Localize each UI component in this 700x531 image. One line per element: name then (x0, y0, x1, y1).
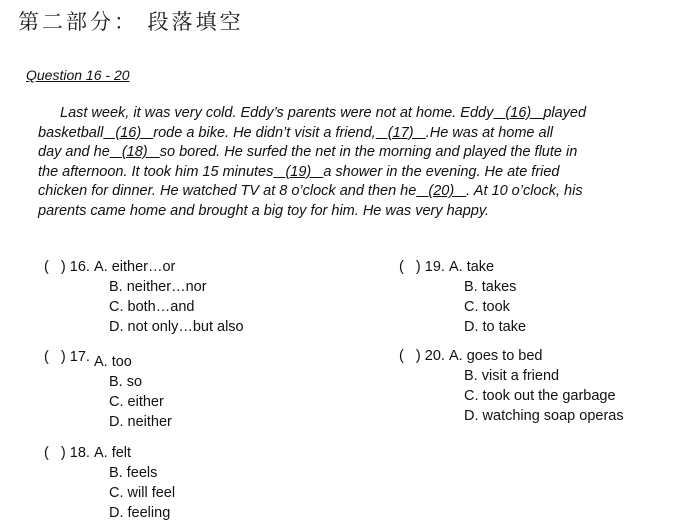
option-20-c: C. took out the garbage (464, 388, 616, 404)
question-16 (44, 257, 244, 337)
passage-line-2: basketball (16) rode a bike. He didn’t visit a friend, (17) .He was at home all (38, 124, 554, 141)
option-17-c: C. either (109, 394, 164, 410)
section-heading: 第二部分： 段落填空 (18, 10, 244, 34)
question-17-stem: ( ) 17. (44, 349, 94, 365)
passage-line-1: Last week, it was very cold. Eddy’s parents were not at home. Eddy (16) played (60, 105, 587, 121)
option-20-b: B. visit a friend (464, 368, 560, 384)
option-18-a: A. felt (93, 445, 132, 461)
blank-20: (20) (416, 183, 467, 200)
passage-line-6: parents came home and brought a big toy for him. He was very happy. (38, 202, 490, 219)
blank-19: (19) (273, 163, 324, 180)
question-17 (44, 347, 172, 430)
option-17-b: B. so (109, 374, 143, 390)
question-20-stem: ( ) 20. (399, 348, 449, 364)
option-18-c: C. will feel (109, 485, 176, 501)
option-16-a: A. either…or (93, 259, 176, 275)
question-19 (399, 257, 526, 337)
option-20-d: D. watching soap operas (464, 408, 624, 424)
option-19-d: D. to take (464, 319, 527, 335)
question-range-label: Question 16 - 20 (26, 67, 130, 83)
question-18-stem: ( ) 18. (44, 445, 94, 461)
option-18-b: B. feels (109, 465, 158, 481)
passage-line-3: day and he (18) so bored. He surfed the net in the morning and played the flute in (38, 144, 578, 161)
option-16-c: C. both…and (109, 299, 195, 315)
option-17-a: A. too (93, 354, 132, 370)
question-19-stem: ( ) 19. (399, 259, 449, 275)
passage (38, 104, 688, 222)
option-19-a: A. take (448, 259, 495, 275)
option-19-b: B. takes (464, 279, 517, 295)
option-16-b: B. neither…nor (109, 279, 207, 295)
option-16-d: D. not only…but also (109, 319, 244, 335)
question-18 (44, 443, 175, 523)
option-19-c: C. took (464, 299, 510, 315)
blank-16b: (16) (103, 124, 154, 141)
passage-line-5: chicken for dinner. He watched TV at 8 o’clock and then he (20) . At 10 o’clock, his (38, 183, 583, 200)
option-17-d: D. neither (109, 414, 172, 430)
blank-18: (18) (109, 144, 160, 161)
option-18-d: D. feeling (109, 505, 171, 521)
passage-line-4: the afternoon. It took him 15 minutes (19) a shower in the evening. He ate fried (38, 163, 560, 180)
question-16-stem: ( ) 16. (44, 259, 94, 275)
option-20-a: A. goes to bed (448, 348, 543, 364)
blank-17: (17) (375, 124, 426, 141)
question-20 (399, 346, 624, 426)
blank-16a: (16) (493, 105, 544, 121)
